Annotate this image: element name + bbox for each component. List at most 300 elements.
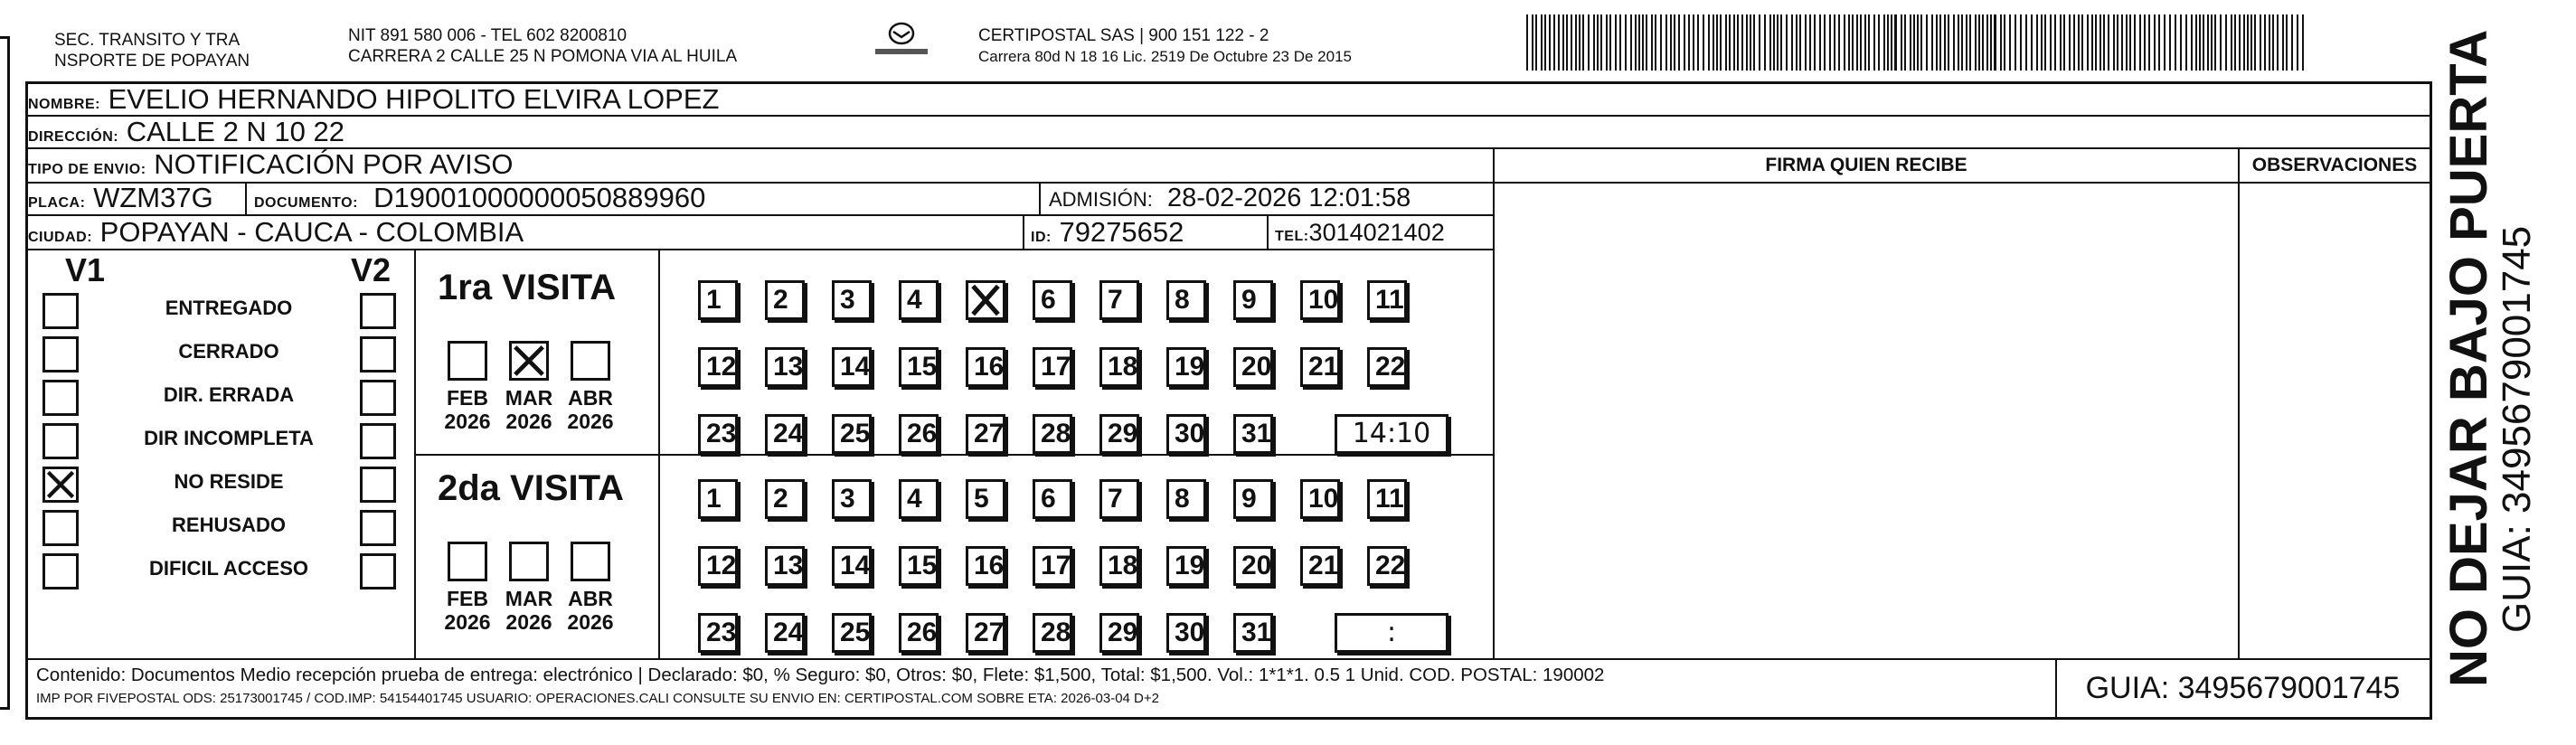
nombre-value: EVELIO HERNANDO HIPOLITO ELVIRA LOPEZ bbox=[108, 83, 720, 115]
tipo-value: NOTIFICACIÓN POR AVISO bbox=[154, 148, 514, 180]
barcode-bar bbox=[2250, 14, 2252, 71]
barcode-bar bbox=[1948, 14, 1949, 71]
barcode-bar bbox=[1558, 14, 1560, 71]
barcode-bar bbox=[2277, 14, 2279, 71]
barcode-bar bbox=[1773, 14, 1775, 71]
v1-checkbox[interactable] bbox=[42, 423, 79, 459]
barcode-bar bbox=[2286, 14, 2288, 71]
visit1-day-box[interactable]: 24 bbox=[765, 414, 805, 454]
visit1-day-box[interactable]: 6 bbox=[1033, 280, 1072, 320]
logo-icon bbox=[870, 20, 933, 60]
visit1-month-year: 2026 bbox=[505, 410, 552, 433]
visit1-month-year: 2026 bbox=[444, 410, 491, 433]
documento-value: D19001000000050889960 bbox=[373, 182, 706, 213]
visit2-day-box[interactable]: 18 bbox=[1099, 546, 1139, 586]
v2-checkbox[interactable] bbox=[360, 293, 396, 329]
visit2-day-box[interactable]: 9 bbox=[1233, 479, 1273, 519]
barcode-bar bbox=[1713, 14, 1714, 71]
barcode-bar bbox=[1961, 14, 1963, 71]
visit1-month-name: MAR bbox=[505, 386, 553, 410]
visit2-day-box[interactable]: 3 bbox=[832, 479, 872, 519]
crop-mark bbox=[0, 707, 7, 710]
barcode-bar bbox=[1805, 14, 1807, 71]
barcode-bar bbox=[1799, 14, 1801, 71]
barcode-bar bbox=[1720, 14, 1722, 71]
barcode-bar bbox=[2113, 14, 2115, 71]
barcode-bar bbox=[1814, 14, 1816, 71]
barcode-bar bbox=[2154, 14, 2156, 71]
visit2-day-box[interactable]: 6 bbox=[1033, 479, 1072, 519]
barcode-bar bbox=[2211, 14, 2213, 71]
barcode-bar bbox=[1936, 14, 1938, 71]
visit2-month-name: ABR bbox=[568, 587, 613, 610]
barcode-bar bbox=[1526, 14, 1528, 71]
observaciones-label: OBSERVACIONES bbox=[2251, 155, 2418, 175]
barcode-bar bbox=[1939, 14, 1941, 71]
barcode-bar bbox=[1764, 14, 1766, 71]
sender-contact bbox=[348, 25, 737, 67]
barcode-bar bbox=[1901, 14, 1902, 71]
visit1-day-box[interactable]: 13 bbox=[765, 347, 805, 387]
barcode-bar bbox=[2144, 14, 2146, 71]
status-label: ENTREGADO bbox=[165, 297, 293, 319]
x-mark-icon bbox=[968, 283, 1003, 317]
barcode-bar bbox=[2025, 14, 2027, 71]
visit2-day-box[interactable]: 28 bbox=[1033, 613, 1072, 653]
visit1-day-box[interactable]: 20 bbox=[1233, 347, 1273, 387]
barcode-bar bbox=[2260, 14, 2261, 71]
visit2-day-box[interactable]: 5 bbox=[966, 479, 1005, 519]
visit1-day-box[interactable]: 18 bbox=[1099, 347, 1139, 387]
barcode-bar bbox=[1609, 14, 1611, 71]
barcode-bar bbox=[1708, 14, 1710, 71]
visit1-day-box[interactable]: 26 bbox=[899, 414, 939, 454]
barcode-bar bbox=[1703, 14, 1704, 71]
visit1-day-box[interactable]: 28 bbox=[1033, 414, 1072, 454]
v2-checkbox[interactable] bbox=[360, 467, 396, 503]
barcode-bar bbox=[1978, 14, 1980, 71]
barcode-bar bbox=[1966, 14, 1967, 71]
barcode-bar bbox=[1894, 14, 1897, 71]
barcode-bar bbox=[1646, 14, 1647, 71]
barcode-bar bbox=[2272, 14, 2274, 71]
divider bbox=[28, 658, 2430, 660]
barcode-bar bbox=[1729, 14, 1731, 71]
barcode-bar bbox=[1944, 14, 1946, 71]
barcode-bar bbox=[1753, 14, 1755, 71]
barcode-bar bbox=[2207, 14, 2209, 71]
barcode-bar bbox=[2239, 14, 2241, 71]
visit2-month-checkbox[interactable] bbox=[509, 542, 549, 581]
barcode-bar bbox=[2175, 14, 2176, 71]
visit2-day-box[interactable]: 31 bbox=[1233, 613, 1273, 653]
barcode-bar bbox=[2291, 14, 2293, 71]
barcode-bar bbox=[2054, 14, 2056, 71]
barcode-bar bbox=[2220, 14, 2222, 71]
barcode-bar bbox=[1769, 14, 1771, 71]
visit2-day-box[interactable]: 30 bbox=[1166, 613, 1206, 653]
visit1-day-box[interactable]: 14 bbox=[832, 347, 872, 387]
id-value: 79275652 bbox=[1059, 216, 1184, 248]
visit2-month-year: 2026 bbox=[505, 610, 552, 634]
barcode-bar bbox=[2009, 14, 2011, 71]
v2-checkbox[interactable] bbox=[360, 336, 396, 372]
barcode-bar bbox=[1665, 14, 1667, 71]
barcode-bar bbox=[1535, 14, 1537, 71]
barcode-bar bbox=[2041, 14, 2043, 71]
tel-value: 3014021402 bbox=[1308, 219, 1445, 246]
barcode-bar bbox=[1796, 14, 1798, 71]
barcode-bar bbox=[2231, 14, 2232, 71]
barcode-bar bbox=[2020, 14, 2022, 71]
barcode-bar bbox=[1741, 14, 1743, 71]
v1-checkbox[interactable] bbox=[42, 293, 79, 329]
barcode-bar bbox=[2302, 14, 2304, 71]
status-label: DIFICIL ACCESO bbox=[148, 557, 308, 580]
visit2-month-year: 2026 bbox=[444, 610, 491, 634]
footer-imp-line: IMP POR FIVEPOSTAL ODS: 25173001745 / COD.IMP: 54154401745 USUARIO: OPERACIONES.CALI CONSULTE SU ENVIO EN: CERTIPOSTAL.COM SOBRE ETA: 2026-03-04 D+2 bbox=[36, 691, 1159, 706]
barcode-bar bbox=[1904, 14, 1906, 71]
visit2-day-box[interactable]: 26 bbox=[899, 613, 939, 653]
barcode-bar bbox=[1746, 14, 1748, 71]
barcode-bar bbox=[2121, 14, 2123, 71]
v2-checkbox[interactable] bbox=[360, 510, 396, 546]
barcode-bar bbox=[1844, 14, 1845, 71]
visit2-day-box[interactable]: 29 bbox=[1099, 613, 1139, 653]
barcode-bar bbox=[1579, 14, 1581, 71]
visit1-day-box[interactable]: 23 bbox=[698, 414, 738, 454]
barcode-bar bbox=[1562, 14, 1564, 71]
visit2-day-box[interactable]: 7 bbox=[1099, 479, 1139, 519]
barcode-bar bbox=[1829, 14, 1831, 71]
visit2-month-label bbox=[563, 587, 618, 634]
visit2-day-box[interactable]: 21 bbox=[1300, 546, 1340, 586]
visit2-day-box[interactable]: 11 bbox=[1367, 479, 1407, 519]
visit1-day-box[interactable]: 7 bbox=[1099, 280, 1139, 320]
barcode-bar bbox=[2185, 14, 2187, 71]
documento-field bbox=[254, 182, 705, 214]
barcode-bar bbox=[1716, 14, 1718, 71]
barcode-bar bbox=[2099, 14, 2101, 71]
divider bbox=[1023, 214, 1024, 249]
visit2-title: 2da VISITA bbox=[438, 468, 624, 508]
barcode-bar bbox=[1856, 14, 1858, 71]
barcode-bar bbox=[2158, 14, 2160, 71]
admision-value: 28-02-2026 12:01:58 bbox=[1167, 184, 1411, 212]
v1-checkbox[interactable] bbox=[42, 510, 79, 546]
barcode-bar bbox=[1910, 14, 1911, 71]
barcode-bar bbox=[1697, 14, 1699, 71]
barcode-bar bbox=[2036, 14, 2038, 71]
visit1-day-box[interactable]: 3 bbox=[832, 280, 872, 320]
company-license: Carrera 80d N 18 16 Lic. 2519 De Octubre 23 De 2015 bbox=[978, 48, 1352, 65]
divider bbox=[28, 249, 1493, 250]
barcode-bar bbox=[1660, 14, 1662, 71]
barcode-bar bbox=[2169, 14, 2171, 71]
visit2-day-box[interactable]: 22 bbox=[1367, 546, 1407, 586]
barcode-bar bbox=[1913, 14, 1915, 71]
barcode-bar bbox=[1725, 14, 1727, 71]
barcode-bar bbox=[1532, 14, 1533, 71]
barcode-bar bbox=[1759, 14, 1760, 71]
visit1-day-box[interactable]: 4 bbox=[899, 280, 939, 320]
barcode-bar bbox=[1651, 14, 1653, 71]
barcode-bar bbox=[2078, 14, 2080, 71]
divider bbox=[414, 454, 1493, 456]
barcode-bar bbox=[2148, 14, 2150, 71]
barcode-bar bbox=[2015, 14, 2016, 71]
barcode-bar bbox=[2269, 14, 2270, 71]
barcode-bar bbox=[1674, 14, 1675, 71]
firma-label: FIRMA QUIEN RECIBE bbox=[1765, 155, 1967, 175]
barcode-bar bbox=[1597, 14, 1599, 71]
visit2-day-box[interactable]: 15 bbox=[899, 546, 939, 586]
barcode-bar bbox=[2044, 14, 2046, 71]
tel-field bbox=[1275, 216, 1445, 249]
id-label: ID: bbox=[1031, 230, 1052, 245]
certipostal-logo bbox=[870, 20, 933, 60]
company-info bbox=[978, 25, 1352, 67]
direccion-row bbox=[28, 117, 2430, 149]
visit1-day-box[interactable]: 30 bbox=[1166, 414, 1206, 454]
barcode-bar bbox=[1588, 14, 1590, 71]
barcode-bar bbox=[1887, 14, 1889, 71]
barcode-bar bbox=[1635, 14, 1637, 71]
barcode-bar bbox=[1566, 14, 1568, 71]
barcode-bar bbox=[1990, 14, 1992, 71]
visit1-day-box[interactable]: 16 bbox=[966, 347, 1005, 387]
visit1-day-box[interactable]: 25 bbox=[832, 414, 872, 454]
visit1-title: 1ra VISITA bbox=[438, 268, 617, 307]
admision-field bbox=[1049, 182, 1411, 214]
barcode-bar bbox=[2031, 14, 2033, 71]
barcode-bar bbox=[1852, 14, 1854, 71]
v1-checkbox[interactable] bbox=[42, 336, 79, 372]
placa-label: PLACA: bbox=[28, 195, 86, 211]
barcode-bar bbox=[2243, 14, 2245, 71]
visit2-day-box[interactable]: 14 bbox=[832, 546, 872, 586]
visit1-month-name: FEB bbox=[447, 386, 488, 410]
barcode-bar bbox=[1891, 14, 1892, 71]
visit1-month-year: 2026 bbox=[567, 410, 614, 433]
visit1-day-box[interactable] bbox=[966, 280, 1005, 320]
visit1-day-box[interactable]: 11 bbox=[1367, 280, 1407, 320]
visit1-day-box[interactable]: 27 bbox=[966, 414, 1005, 454]
visit1-month-checkbox[interactable] bbox=[571, 341, 610, 381]
barcode-bar bbox=[1541, 14, 1543, 71]
divider bbox=[1039, 182, 1041, 214]
no-dejar-warning: NO DEJAR BAJO PUERTA bbox=[2439, 29, 2498, 687]
barcode-bar bbox=[2247, 14, 2249, 71]
barcode-bar bbox=[2203, 14, 2204, 71]
visit2-day-box[interactable]: 16 bbox=[966, 546, 1005, 586]
v2-checkbox[interactable] bbox=[360, 423, 396, 459]
visit2-day-box[interactable]: 1 bbox=[698, 479, 738, 519]
barcode-bar bbox=[2282, 14, 2284, 71]
barcode-bar bbox=[1917, 14, 1919, 71]
barcode-bar bbox=[1582, 14, 1584, 71]
guia-box: GUIA: 3495679001745 bbox=[2085, 671, 2401, 705]
visit1-month-checkbox[interactable] bbox=[448, 341, 487, 381]
barcode-bar bbox=[1625, 14, 1627, 71]
divider bbox=[245, 182, 247, 214]
v1-checkbox[interactable] bbox=[42, 553, 79, 589]
nombre-row bbox=[28, 84, 2430, 117]
direccion-label: DIRECCIÓN: bbox=[28, 129, 119, 145]
barcode-bar bbox=[1920, 14, 1922, 71]
barcode-bar bbox=[1986, 14, 1988, 71]
visit2-day-box[interactable]: 24 bbox=[765, 613, 805, 653]
v1-checkbox[interactable] bbox=[42, 380, 79, 416]
barcode-bar bbox=[1600, 14, 1602, 71]
visit1-time-box[interactable]: 14:10 bbox=[1335, 414, 1448, 454]
barcode-bar bbox=[1777, 14, 1779, 71]
visit2-day-box[interactable]: 13 bbox=[765, 546, 805, 586]
barcode-bar bbox=[2199, 14, 2201, 71]
visit2-month-year: 2026 bbox=[567, 610, 614, 634]
divider bbox=[1493, 149, 1495, 658]
barcode-bar bbox=[1982, 14, 1984, 71]
status-label: NO RESIDE bbox=[174, 470, 284, 493]
visit2-day-box[interactable]: 17 bbox=[1033, 546, 1072, 586]
barcode-bar bbox=[1670, 14, 1672, 71]
visit2-month-name: FEB bbox=[447, 587, 488, 610]
barcode-bar bbox=[1549, 14, 1551, 71]
visit2-month-checkbox[interactable] bbox=[448, 542, 487, 581]
visit1-month-checkbox[interactable] bbox=[509, 341, 549, 381]
documento-label: DOCUMENTO: bbox=[254, 195, 358, 211]
barcode-bar bbox=[2134, 14, 2136, 71]
barcode-bar bbox=[1606, 14, 1608, 71]
visit1-day-box[interactable]: 9 bbox=[1233, 280, 1273, 320]
side-warning bbox=[2439, 29, 2539, 687]
barcode-bar bbox=[1737, 14, 1739, 71]
barcode-bar bbox=[2060, 14, 2062, 71]
barcode-bar bbox=[2087, 14, 2089, 71]
barcode-bar bbox=[2191, 14, 2193, 71]
visit1-month-label bbox=[502, 386, 556, 433]
direccion-value: CALLE 2 N 10 22 bbox=[126, 116, 344, 147]
barcode-bar bbox=[2225, 14, 2227, 71]
tipo-label: TIPO DE ENVIO: bbox=[28, 162, 146, 177]
company-name: CERTIPOSTAL SAS | 900 151 122 - 2 bbox=[978, 26, 1269, 45]
visit2-day-box[interactable]: 4 bbox=[899, 479, 939, 519]
barcode-bar bbox=[2108, 14, 2109, 71]
barcode-bar bbox=[2126, 14, 2128, 71]
v1-label: V1 bbox=[65, 251, 106, 288]
status-label: DIR. ERRADA bbox=[163, 383, 295, 406]
visit2-day-box[interactable]: 20 bbox=[1233, 546, 1273, 586]
visit2-day-box[interactable]: 27 bbox=[966, 613, 1005, 653]
sender-org bbox=[54, 30, 250, 71]
visit2-month-label bbox=[502, 587, 556, 634]
barcode-bar bbox=[2095, 14, 2097, 71]
barcode-bar bbox=[1688, 14, 1690, 71]
barcode-bar bbox=[1780, 14, 1782, 71]
visit2-day-box[interactable]: 23 bbox=[698, 613, 738, 653]
placa-value: WZM37G bbox=[93, 182, 213, 213]
barcode-bar bbox=[1824, 14, 1826, 71]
barcode-bar bbox=[1848, 14, 1850, 71]
barcode-bar bbox=[2069, 14, 2071, 71]
barcode-bar bbox=[1834, 14, 1835, 71]
barcode-bar bbox=[2139, 14, 2141, 71]
visit2-day-box[interactable]: 10 bbox=[1300, 479, 1340, 519]
visit2-day-box[interactable]: 19 bbox=[1166, 546, 1206, 586]
v2-checkbox[interactable] bbox=[360, 553, 396, 589]
visit1-day-box[interactable]: 17 bbox=[1033, 347, 1072, 387]
footer-content-line: Contenido: Documentos Medio recepción prueba de entrega: electrónico | Declarado: $0, % Seguro: $0, Otros: $0, Flete: $1,500, Total: $1,500. Vol.: 1*1*1. 0.5 1 Unid. COD. POSTAL: 190002 bbox=[36, 665, 1605, 685]
barcode-bar bbox=[2117, 14, 2118, 71]
tel-label: TEL: bbox=[1275, 229, 1309, 244]
visit2-time-box[interactable]: : bbox=[1335, 613, 1448, 653]
barcode-bar bbox=[2050, 14, 2052, 71]
visit2-day-box[interactable]: 25 bbox=[832, 613, 872, 653]
visit1-day-box[interactable]: 21 bbox=[1300, 347, 1340, 387]
visit2-month-label bbox=[440, 587, 495, 634]
visit2-day-box[interactable]: 2 bbox=[765, 479, 805, 519]
barcode-bar bbox=[1615, 14, 1617, 71]
visit1-day-box[interactable]: 1 bbox=[698, 280, 738, 320]
barcode-bar bbox=[2180, 14, 2182, 71]
visit2-month-checkbox[interactable] bbox=[571, 542, 610, 581]
ciudad-value: POPAYAN - CAUCA - COLOMBIA bbox=[99, 216, 524, 248]
visit1-day-box[interactable]: 29 bbox=[1099, 414, 1139, 454]
visit1-month-name: ABR bbox=[568, 386, 613, 410]
visit1-day-box[interactable]: 22 bbox=[1367, 347, 1407, 387]
visit2-day-box[interactable]: 12 bbox=[698, 546, 738, 586]
side-guia: GUIA: 3495679001745 bbox=[2495, 225, 2539, 633]
barcode-bar bbox=[1958, 14, 1959, 71]
barcode-bar bbox=[1864, 14, 1866, 71]
v2-label: V2 bbox=[351, 251, 392, 288]
barcode-bar bbox=[1953, 14, 1955, 71]
barcode-bar bbox=[1593, 14, 1595, 71]
v2-checkbox[interactable] bbox=[360, 380, 396, 416]
barcode-icon bbox=[1526, 14, 2304, 71]
visit1-day-box[interactable]: 2 bbox=[765, 280, 805, 320]
barcode-bar bbox=[1791, 14, 1793, 71]
visit1-day-box[interactable]: 31 bbox=[1233, 414, 1273, 454]
nombre-label: NOMBRE: bbox=[28, 97, 100, 112]
barcode-bar bbox=[1575, 14, 1577, 71]
visit1-day-box[interactable]: 8 bbox=[1166, 280, 1206, 320]
nit-line: NIT 891 580 006 - TEL 602 8200810 bbox=[348, 26, 627, 45]
org-line-1: SEC. TRANSITO Y TRA bbox=[54, 31, 241, 50]
barcode-bar bbox=[1619, 14, 1621, 71]
barcode-bar bbox=[1883, 14, 1885, 71]
divider bbox=[2055, 658, 2057, 717]
visit1-day-box[interactable]: 19 bbox=[1166, 347, 1206, 387]
barcode-bar bbox=[1878, 14, 1880, 71]
visit1-day-box[interactable]: 12 bbox=[698, 347, 738, 387]
barcode-bar bbox=[1733, 14, 1735, 71]
visit2-day-box[interactable]: 8 bbox=[1166, 479, 1206, 519]
address-line: CARRERA 2 CALLE 25 N POMONA VIA AL HUILA bbox=[348, 47, 738, 66]
barcode-bar bbox=[1655, 14, 1656, 71]
x-mark-icon bbox=[512, 344, 546, 378]
barcode-bar bbox=[2081, 14, 2083, 71]
barcode-bar bbox=[2264, 14, 2266, 71]
visit1-day-box[interactable]: 10 bbox=[1300, 280, 1340, 320]
barcode-bar bbox=[1571, 14, 1572, 71]
barcode-bar bbox=[1638, 14, 1640, 71]
divider bbox=[1267, 214, 1269, 249]
v1-checkbox[interactable] bbox=[42, 467, 79, 503]
barcode-bar bbox=[2129, 14, 2131, 71]
visit1-day-box[interactable]: 15 bbox=[899, 347, 939, 387]
barcode-bar bbox=[2297, 14, 2298, 71]
